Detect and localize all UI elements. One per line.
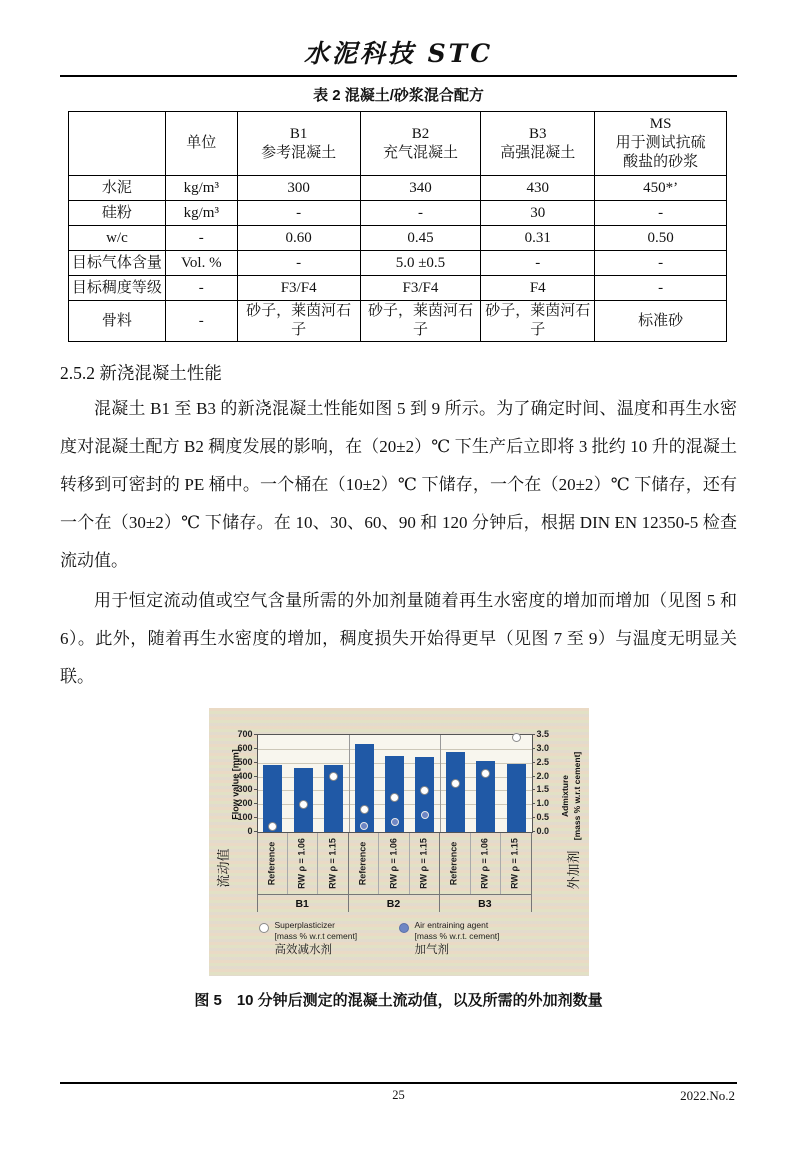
flow-value-bar <box>355 744 374 832</box>
label-separator <box>257 833 258 912</box>
left-tick-mark <box>254 762 257 763</box>
right-axis-title-cn: 外加剂 <box>565 850 581 890</box>
left-tick-mark <box>254 831 257 832</box>
table-cell: - <box>360 201 481 226</box>
right-axis-tick: 3.5 <box>536 729 550 739</box>
column-header-line: 参考混凝土 <box>261 144 337 161</box>
column-header <box>237 112 360 176</box>
table-row <box>69 226 727 251</box>
table-cell: 0.31 <box>481 226 595 251</box>
right-tick-mark <box>532 734 535 735</box>
table-cell: 340 <box>360 176 481 201</box>
filled-circle-icon <box>399 923 409 933</box>
table-body <box>69 176 727 342</box>
left-tick-mark <box>254 776 257 777</box>
column-header <box>595 112 727 176</box>
open-circle-icon <box>259 923 269 933</box>
legend-text <box>275 920 358 956</box>
column-header-line: 高强混凝土 <box>500 144 576 161</box>
x-axis-category-label: RW ρ = 1.06 <box>479 837 490 889</box>
superplasticizer-point <box>451 779 460 788</box>
column-header-line: 酸盐的砂浆 <box>623 154 699 170</box>
table-cell: 0.60 <box>237 226 360 251</box>
column-header-line: B2 <box>411 125 430 142</box>
right-axis-tick: 0.0 <box>536 826 550 836</box>
paragraph-1: 混凝土 B1 至 B3 的新浇混凝土性能如图 5 到 9 所示。为了确定时间、温度和再生水密度对混凝土配方 B2 稠度发展的影响，在（20±2）℃ 下生产后立即将 3 批约 10 升的混凝土转移到可密封的 PE 桶中。一个桶在（10±2）℃ 下储存，一个在（20±2）℃ 下储存，还有一个在（30±2）℃ 下储存。在 10、30、60、90 和 120 分钟后，根据 DIN EN 12350-5 检查流动值。 <box>60 399 737 570</box>
left-axis-tick: 0 <box>247 826 253 836</box>
left-axis-title-en: Flow value [mm] <box>230 749 240 820</box>
table-cell: 430 <box>481 176 595 201</box>
table-cell: - <box>237 251 360 276</box>
table-cell: 300 <box>237 176 360 201</box>
legend-line: Air entraining agent <box>414 920 489 930</box>
right-axis-tick: 2.5 <box>536 756 550 767</box>
x-axis-category-label: RW ρ = 1.06 <box>296 837 307 889</box>
paragraph-2: 用于恒定流动值或空气含量所需的外加剂量随着再生水密度的增加而增加（见图 5 和 6）。此外，随着再生水密度的增加，稠度损失开始得更早（见图 7 至 9）与温度无明显关联。 <box>60 591 737 686</box>
left-tick-mark <box>254 803 257 804</box>
right-tick-mark <box>532 831 535 832</box>
superplasticizer-point <box>390 793 399 802</box>
x-axis-category-label: Reference <box>266 841 277 885</box>
table-cell: F3/F4 <box>237 276 360 301</box>
label-separator <box>500 833 501 894</box>
right-tick-mark <box>532 776 535 777</box>
document-page <box>0 34 793 1010</box>
right-tick-mark <box>532 748 535 749</box>
figure-5-chart <box>209 708 589 976</box>
column-header-line: MS <box>649 116 672 132</box>
group-label: B1 <box>295 898 309 910</box>
column-header-line: 用于测试抗硫 <box>615 135 706 151</box>
table-cell: 5.0 ±0.5 <box>360 251 481 276</box>
x-axis-category-label: Reference <box>448 841 459 885</box>
table-cell: 目标气体含量 <box>69 251 166 276</box>
right-axis-tick: 3.0 <box>536 742 550 753</box>
group-label: B2 <box>386 898 401 910</box>
table-cell: F3/F4 <box>360 276 481 301</box>
label-separator <box>531 833 532 912</box>
column-header-line: B1 <box>289 125 308 142</box>
air-entraining-point <box>391 818 399 826</box>
right-tick-mark <box>532 817 535 818</box>
header-rule <box>60 75 737 77</box>
flow-value-bar <box>446 752 465 832</box>
group-separator <box>440 735 441 832</box>
left-tick-mark <box>254 734 257 735</box>
legend-cn-label: 高效减水剂 <box>274 944 332 956</box>
left-axis-tick: 300 <box>237 784 253 795</box>
table-caption: 表 2 混凝土/砂浆混合配方 <box>313 87 484 104</box>
column-header-line: B3 <box>529 125 547 142</box>
column-header <box>481 112 595 176</box>
legend-cn-label: 加气剂 <box>414 944 449 956</box>
right-tick-mark <box>532 803 535 804</box>
label-separator <box>470 833 471 894</box>
page-number: 25 <box>392 1088 405 1102</box>
column-header-line: 单位 <box>186 135 217 151</box>
table-cell: - <box>237 201 360 226</box>
right-axis-tick: 2.0 <box>536 770 550 781</box>
x-axis-category-label: RW ρ = 1.15 <box>509 837 520 889</box>
legend-line: Superplasticizer <box>274 920 335 930</box>
table-cell: - <box>595 276 727 301</box>
left-axis-tick: 700 <box>237 729 253 739</box>
left-axis-tick: 400 <box>237 770 253 781</box>
label-separator <box>287 833 288 894</box>
table-row <box>69 276 727 301</box>
superplasticizer-point <box>512 733 521 742</box>
table-row <box>69 251 727 276</box>
table-row <box>69 176 727 201</box>
table-cell: - <box>481 251 595 276</box>
left-axis-tick: 100 <box>237 812 253 823</box>
left-axis-tick: 200 <box>237 798 253 809</box>
table-cell: 30 <box>481 201 595 226</box>
left-tick-mark <box>254 748 257 749</box>
right-tick-mark <box>532 789 535 790</box>
group-separator <box>349 735 350 832</box>
table-cell: 水泥 <box>69 176 166 201</box>
table-cell: 砂子，莱茵河石子 <box>237 301 360 342</box>
superplasticizer-point <box>299 800 308 809</box>
column-header-line: 充气混凝土 <box>382 144 458 161</box>
section-heading: 2.5.2 新浇混凝土性能 <box>60 363 222 383</box>
x-axis-category-label: RW ρ = 1.15 <box>327 837 338 889</box>
table-cell: 标准砂 <box>595 301 727 342</box>
figure-caption: 图 5 10 分钟后测定的混凝土流动值，以及所需的外加剂数量 <box>194 992 603 1009</box>
legend-entry <box>259 920 358 956</box>
left-tick-mark <box>254 817 257 818</box>
legend-line: [mass % w.r.t cement] <box>274 931 358 941</box>
table-cell: Vol. % <box>165 251 237 276</box>
label-separator <box>439 833 440 912</box>
label-separator <box>317 833 318 894</box>
table-cell: - <box>165 276 237 301</box>
flow-value-bar <box>507 764 526 832</box>
right-axis-tick: 0.5 <box>536 812 550 823</box>
plot-area <box>257 734 533 833</box>
left-axis-tick: 600 <box>237 742 253 753</box>
left-tick-mark <box>254 789 257 790</box>
table-cell: 0.50 <box>595 226 727 251</box>
superplasticizer-point <box>360 805 369 814</box>
x-axis-category-label: Reference <box>357 841 368 885</box>
page-footer <box>60 1082 737 1122</box>
label-separator <box>409 833 410 894</box>
legend-text <box>415 920 500 956</box>
label-separator <box>378 833 379 894</box>
legend-entry <box>399 920 500 956</box>
gridline <box>258 749 532 750</box>
table-cell: - <box>165 226 237 251</box>
x-axis-category-label: RW ρ = 1.06 <box>388 837 398 889</box>
column-header <box>69 112 166 176</box>
table-row <box>69 301 727 342</box>
left-axis-title-cn: 流动值 <box>215 848 231 888</box>
right-axis-title-line2: [mass % w.r.t cement] <box>571 751 582 841</box>
issue-number: 2022.No.2 <box>680 1088 735 1103</box>
journal-title: 水泥科技 STC <box>303 39 494 68</box>
table-cell: - <box>595 201 727 226</box>
group-label: B3 <box>478 898 492 910</box>
mix-formulation-table <box>68 111 727 342</box>
table-cell: kg/m³ <box>165 176 237 201</box>
table-cell: 硅粉 <box>69 201 166 226</box>
x-axis-category-label: RW ρ = 1.15 <box>418 837 429 889</box>
table-cell: 0.45 <box>360 226 481 251</box>
table-cell: 骨料 <box>69 301 166 342</box>
table-cell: - <box>165 301 237 342</box>
right-axis-tick: 1.5 <box>536 784 550 795</box>
label-separator <box>348 833 349 912</box>
table-row <box>69 201 727 226</box>
label-band-rule <box>257 894 531 895</box>
left-axis-tick: 500 <box>237 756 253 767</box>
right-axis-tick: 1.0 <box>536 798 550 809</box>
table-cell: kg/m³ <box>165 201 237 226</box>
legend-line: [mass % w.r.t. cement] <box>414 931 500 941</box>
column-header <box>360 112 481 176</box>
table-header-row <box>69 112 727 176</box>
table-cell: F4 <box>481 276 595 301</box>
table-cell: 砂子，莱茵河石子 <box>360 301 481 342</box>
table-cell: w/c <box>69 226 166 251</box>
footer-rule <box>60 1082 737 1084</box>
table-cell: 目标稠度等级 <box>69 276 166 301</box>
table-cell: 450*’ <box>595 176 727 201</box>
right-tick-mark <box>532 762 535 763</box>
table-cell: 砂子，莱茵河石子 <box>481 301 595 342</box>
column-header <box>165 112 237 176</box>
table-cell: - <box>595 251 727 276</box>
right-axis-title-line1: Admixture <box>559 774 570 818</box>
